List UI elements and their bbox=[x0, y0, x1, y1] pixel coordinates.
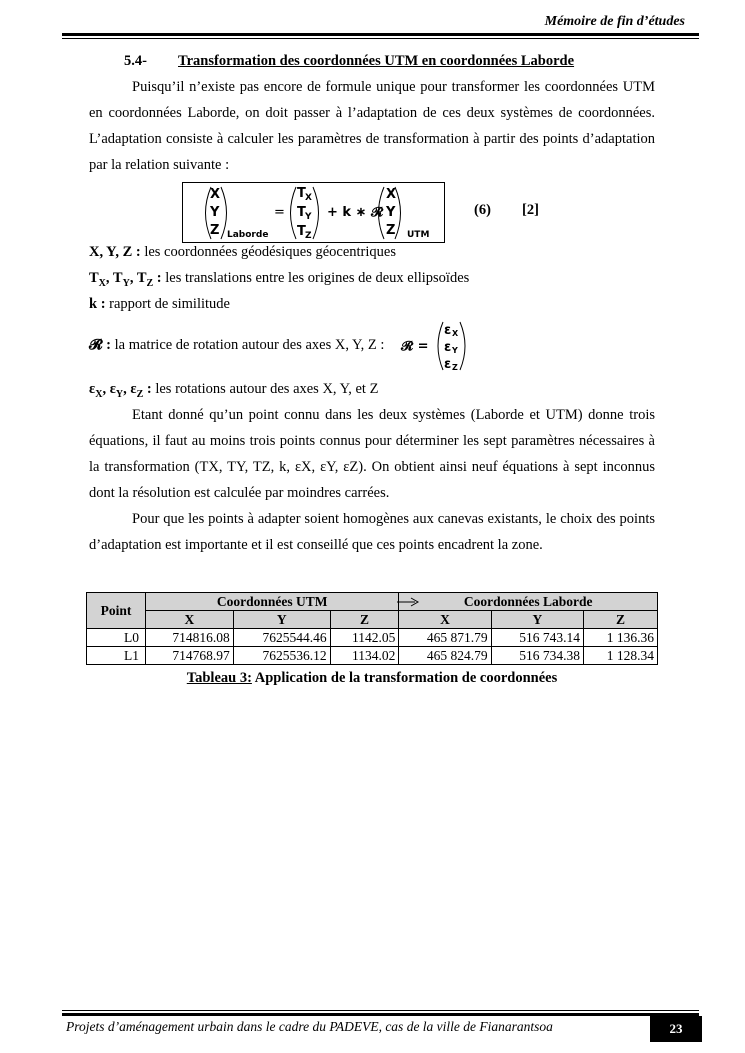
eq-rhs-x: X bbox=[386, 187, 397, 202]
footer-rule-thick bbox=[62, 1013, 699, 1016]
eq-rhs-y: Y bbox=[386, 205, 396, 220]
eps-x-letter: ε bbox=[444, 323, 452, 338]
utm-group-header: Coordonnées UTM bbox=[146, 593, 399, 611]
col-utm-z: Z bbox=[330, 611, 399, 629]
footer-text: Projets d’aménagement urbain dans le cadre du PADEVE, cas de la ville de Fianarantsoa bbox=[66, 1019, 553, 1034]
coordinates-table bbox=[86, 592, 658, 665]
section-title: Transformation des coordonnées UTM en coordonnées Laborde bbox=[178, 53, 575, 69]
eq-rhs-z: Z bbox=[386, 223, 396, 238]
eq-t-sub-z: Z bbox=[305, 231, 312, 241]
eq-t-sub-x: X bbox=[305, 193, 312, 203]
eq-equals: = bbox=[274, 205, 285, 220]
header-rule-thin bbox=[62, 38, 699, 39]
def-xyz: X, Y, Z : les coordonnées géodésiques géocentriques bbox=[89, 244, 396, 260]
eq-t-letter-1: T bbox=[297, 186, 306, 201]
table-row: L0 714816.08 7625544.46 1142.05 465 871.79 516 743.14 1 136.36 bbox=[87, 629, 658, 647]
section-number: 5.4- bbox=[124, 53, 147, 69]
table-row: L1 714768.97 7625536.12 1134.02 465 824.79 516 734.38 1 128.34 bbox=[87, 647, 658, 665]
eq-t-sub-y: Y bbox=[305, 212, 312, 222]
running-header: Mémoire de fin d’études bbox=[544, 14, 685, 29]
eq-lhs-z: Z bbox=[210, 223, 220, 238]
eq-middle: + k ∗ 𝓡 bbox=[327, 205, 384, 220]
col-laborde-y: Y bbox=[491, 611, 583, 629]
section-heading bbox=[124, 53, 574, 70]
col-utm-x: X bbox=[146, 611, 234, 629]
rotation-matrix bbox=[400, 320, 470, 377]
col-laborde-x: X bbox=[399, 611, 491, 629]
footer-rule-thin bbox=[62, 1010, 699, 1011]
equation-number: (6) bbox=[474, 202, 491, 218]
eq-lhs-y: Y bbox=[210, 205, 220, 220]
header-rule-thick bbox=[62, 33, 699, 36]
eps-y-letter: ε bbox=[444, 340, 452, 355]
laborde-group-header: Coordonnées Laborde bbox=[399, 593, 658, 611]
eq-lhs-sub: Laborde bbox=[227, 230, 269, 240]
def-rotations: $\varepsilon_X$, $\varepsilon_Y$, $\varepsilon_Z$ : les rotations autour des axes X, Y, et Z bbox=[89, 381, 379, 400]
eq-t-letter-2: T bbox=[297, 205, 306, 220]
def-rotation-matrix: 𝓡 : la matrice de rotation autour des axes X, Y, Z : bbox=[89, 337, 385, 353]
eps-x-sub: X bbox=[452, 329, 459, 338]
eq-t-letter-3: T bbox=[297, 224, 306, 239]
table-caption: Tableau 3: Application de la transformation de coordonnées bbox=[186, 670, 558, 686]
transformation-equation bbox=[183, 183, 446, 244]
equation-box bbox=[182, 182, 445, 243]
eps-z-sub: Z bbox=[452, 363, 458, 372]
eps-z-letter: ε bbox=[444, 357, 452, 372]
eps-y-sub: Y bbox=[452, 346, 458, 355]
col-utm-y: Y bbox=[233, 611, 330, 629]
def-translations: $T_X$, $T_Y$, $T_Z$ : les translations entre les origines de deux ellipsoïdes bbox=[89, 270, 470, 289]
points-paragraph: Pour que les points à adapter soient homogènes aux canevas existants, le choix des points d’adaptation est importante et il est conseillé que ces points encadrent la zone. bbox=[89, 511, 655, 553]
method-paragraph: Etant donné qu’un point connu dans les deux systèmes (Laborde et UTM) donne trois équations, il faut au moins trois points connus pour déterminer les sept paramètres nécessaires à la transformation (TX, TY, TZ, k, εX, εY, εZ). On obtient ainsi neuf équations à sept inconnus dont la résolution est calculée par moindres carrées. bbox=[89, 407, 655, 501]
eq-rhs-sub: UTM bbox=[407, 230, 430, 240]
equation-reference: [2] bbox=[522, 202, 539, 218]
def-k: k : rapport de similitude bbox=[89, 296, 230, 312]
col-laborde-z: Z bbox=[584, 611, 658, 629]
transform-arrow-icon bbox=[396, 596, 420, 608]
rotation-symbol: 𝓡 = bbox=[401, 339, 429, 354]
point-header: Point bbox=[87, 593, 146, 629]
page-number: 23 bbox=[650, 1016, 702, 1042]
eq-lhs-x: X bbox=[210, 187, 221, 202]
intro-paragraph: Puisqu’il n’existe pas encore de formule unique pour transformer les coordonnées UTM en coordonnées Laborde, on doit passer à l’adaptation de ces deux systèmes de coordonnées. L’adaptation consiste à calculer les paramètres de transformation à partir des points d’adaptation par la relation suivante : bbox=[89, 79, 655, 173]
